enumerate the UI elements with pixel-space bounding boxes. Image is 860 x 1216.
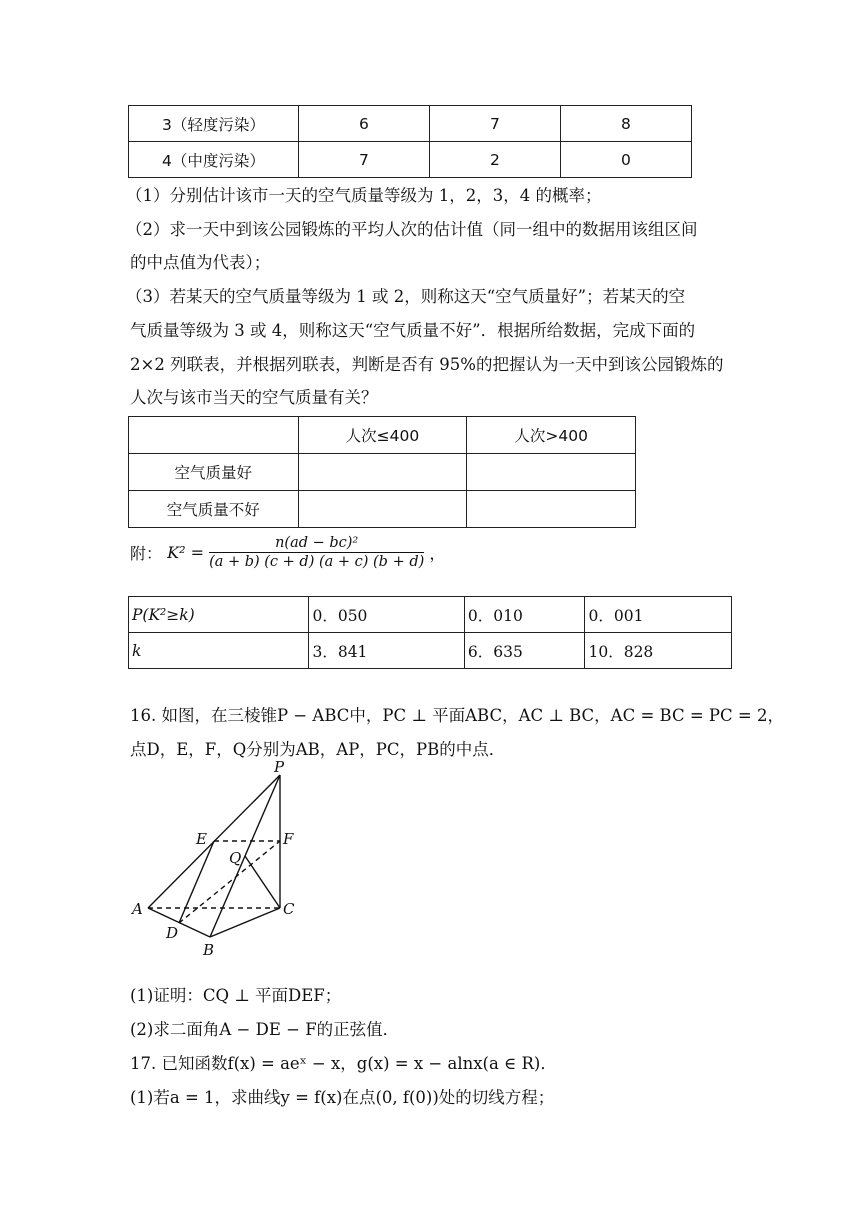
formula-prefix: 附：	[130, 544, 163, 563]
formula-denominator: (a + b) (c + d) (a + c) (b + d)	[209, 554, 425, 570]
table-row	[129, 142, 692, 178]
table-cell: 0	[560, 142, 691, 178]
table-cell: 2	[429, 142, 560, 178]
table-header-cell	[129, 417, 299, 454]
table-cell	[467, 491, 636, 528]
table-cell: 3．841	[309, 633, 464, 669]
table-cell: P(K²≥k)	[129, 597, 309, 633]
table-cell: k	[129, 633, 309, 669]
formula-fraction	[209, 535, 424, 570]
q15-part3-line1: （3）若某天的空气质量等级为 1 或 2，则称这天“空气质量好”；若某天的空	[126, 287, 686, 306]
formula-suffix: ，	[429, 544, 446, 563]
q16-line2: 点D，E，F，Q分别为AB，AP，PC，PB的中点．	[130, 740, 506, 759]
label-Q: Q	[229, 849, 242, 867]
table-cell: 6．635	[464, 633, 585, 669]
table-cell: 0．050	[309, 597, 464, 633]
table-row	[129, 491, 636, 528]
table-cell: 0．010	[464, 597, 585, 633]
label-P: P	[274, 758, 285, 776]
table-cell: 7	[429, 106, 560, 142]
table-cell	[298, 454, 467, 491]
table-row	[129, 454, 636, 491]
q15-part2-line2: 的中点值为代表）；	[130, 253, 271, 272]
segment-QC	[245, 856, 280, 908]
q17-line1: 17. 已知函数f(x) = aeˣ − x，g(x) = x − alnx(a ∈ R)．	[130, 1054, 557, 1073]
label-C: C	[283, 900, 295, 918]
q16-line1: 16. 如图，在三棱锥P − ABC中，PC ⊥ 平面ABC，AC ⊥ BC，AC = BC = PC = 2，	[130, 706, 784, 725]
table-row	[129, 633, 732, 669]
air-quality-table-continued	[128, 105, 692, 178]
table-cell: 8	[560, 106, 691, 142]
table-cell: 4（中度污染）	[129, 142, 299, 178]
q15-part1: （1）分别估计该市一天的空气质量等级为 1，2，3，4 的概率；	[126, 186, 602, 205]
table-cell: 3（轻度污染）	[129, 106, 299, 142]
q15-part3-line2: 气质量等级为 3 或 4，则称这天“空气质量不好”．根据所给数据，完成下面的	[130, 321, 696, 340]
table-cell: 空气质量好	[129, 454, 299, 491]
formula-lhs: K² =	[167, 543, 204, 562]
table-header-cell: 人次≤400	[298, 417, 467, 454]
critical-value-table	[128, 596, 732, 669]
table-row	[129, 597, 732, 633]
contingency-table	[128, 416, 636, 528]
table-header-cell: 人次>400	[467, 417, 636, 454]
q16-sub1: (1)证明：CQ ⊥ 平面DEF；	[130, 986, 342, 1005]
table-cell: 空气质量不好	[129, 491, 299, 528]
label-D: D	[166, 924, 179, 942]
table-row	[129, 417, 636, 454]
label-A: A	[132, 900, 143, 918]
table-cell: 6	[298, 106, 429, 142]
q15-part2-line1: （2）求一天中到该公园锻炼的平均人次的估计值（同一组中的数据用该组区间	[126, 220, 698, 239]
table-row	[129, 106, 692, 142]
formula-numerator: n(ad − bc)²	[209, 535, 424, 553]
label-F: F	[283, 830, 294, 848]
table-cell: 10．828	[585, 633, 732, 669]
table-cell: 7	[298, 142, 429, 178]
chi-square-formula	[130, 535, 445, 570]
table-cell	[298, 491, 467, 528]
table-cell	[467, 454, 636, 491]
segment-ED	[179, 841, 214, 923]
label-B: B	[203, 941, 215, 959]
q17-sub1: (1)若a = 1，求曲线y = f(x)在点(0, f(0))处的切线方程；	[130, 1088, 555, 1107]
table-cell: 0．001	[585, 597, 732, 633]
q15-part3-line4: 人次与该市当天的空气质量有关？	[130, 388, 378, 407]
label-E: E	[196, 830, 207, 848]
q16-sub2: (2)求二面角A − DE − F的正弦值．	[130, 1020, 400, 1039]
q15-part3-line3: 2×2 列联表，并根据列联表，判断是否有 95%的把握认为一天中到该公园锻炼的	[130, 355, 724, 374]
